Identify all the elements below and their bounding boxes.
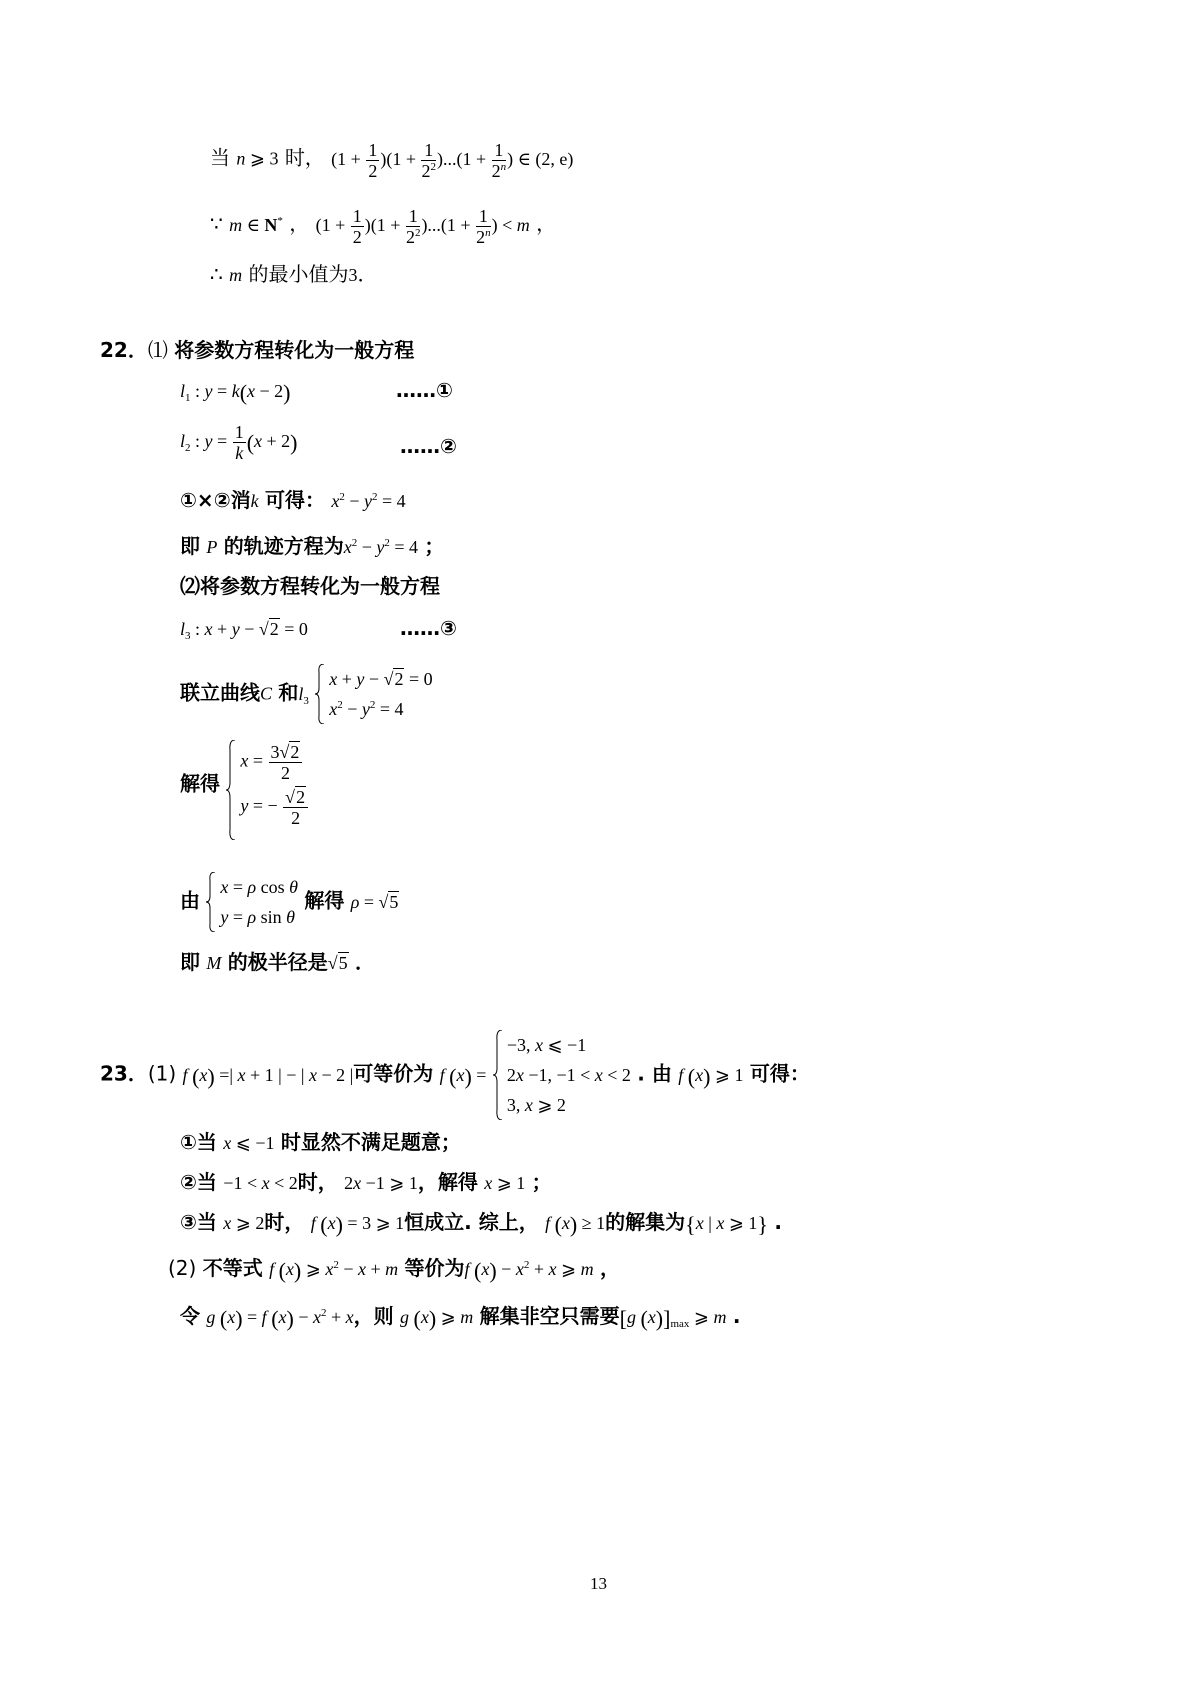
- q23-heading: 23．(1) f (x) =| x + 1 | − | x − 2 |可等价为 f (x) = −3, x ⩽ −1 2x −1, −1 < x < 2 3, x ⩾ 2 . 由 f (x) ⩾ 1 可得：: [100, 1030, 810, 1120]
- q22-combine: 联立曲线C 和$l_3$ x + y − √2 = 0 $x^2 - y^2 = 4$: [180, 664, 433, 724]
- q22-trajectory: 即 P 的轨迹方程为$x^2 - y^2 = 4$ ；: [180, 534, 445, 558]
- q22-mark-3: ……③: [400, 616, 457, 640]
- q22-polar-system: x = ρ cos θ y = ρ sin θ: [206, 872, 298, 932]
- q22-solution-system: x = $\frac{3√2}{2}$ y = − $\frac{√2}{2}$: [226, 740, 309, 830]
- q23-case-2: ②当 −1 < x < 2时， 2x −1 ⩾ 1，解得 x ⩾ 1 ；: [180, 1170, 552, 1194]
- q21-line-2: ∵ m ∈ N* ， (1 + $\frac{1}{2}$ )(1 + $\frac{1}{2^2}$ )...(1 + $\frac{1}{2^n}$ ) < m ，: [210, 206, 557, 247]
- q22-solution: 解得 x = $\frac{3√2}{2}$ y = − $\frac{√2}{2}$: [180, 740, 309, 830]
- q23-part-2: (2) 不等式 f (x) ⩾ $x^2 - x + m$ 等价为f $(x) - x^2 + x$ ⩾ m ，: [168, 1256, 620, 1283]
- q21-product-expression: (1 + $\frac{1}{2}$ )(1 + $\frac{1}{2^2}$ )...(1 + $\frac{1}{2^n}$ ) ∈ (2, e): [331, 140, 574, 181]
- q22-polar: 由 x = ρ cos θ y = ρ sin θ 解得 ρ = √5: [180, 872, 399, 932]
- q23-case-3: ③当 x ⩾ 2时， f (x) = 3 ⩾ 1恒成立. 综上， f (x) ≥ 1的解集为{x | x ⩾ 1} .: [180, 1210, 782, 1237]
- left-brace-icon: [315, 664, 325, 724]
- q22-result: 即 M 的极半径是√5 ．: [180, 950, 375, 974]
- q22-elimination: ①×②消k 可得： $x^2 - y^2 = 4$: [180, 488, 406, 512]
- q22-heading: 22．⑴ 将参数方程转化为一般方程: [100, 338, 415, 362]
- q22-combine-system: x + y − √2 = 0 $x^2 - y^2 = 4$: [315, 664, 432, 724]
- q22-line-l1: $l_1$ : y = k(x − 2): [180, 380, 291, 405]
- q23-piecewise: −3, x ⩽ −1 2x −1, −1 < x < 2 3, x ⩾ 2: [493, 1030, 631, 1120]
- page-number: 13: [590, 1574, 607, 1593]
- left-brace-icon: [493, 1030, 503, 1120]
- q22-mark-2: ……②: [400, 434, 457, 458]
- q21-line-3: ∴ m 的最小值为3．: [210, 262, 378, 286]
- left-brace-icon: [226, 740, 236, 840]
- q22-line-l3: $l_3$ : x + y − √2 = 0: [180, 619, 308, 642]
- q22-part2-heading: ⑵将参数方程转化为一般方程: [180, 574, 440, 598]
- q23-case-1: ①当 x ⩽ −1 时显然不满足题意；: [180, 1130, 461, 1154]
- q21-line-1: 当 n ⩾ 3 时， (1 + $\frac{1}{2}$ )(1 + $\frac{1}{2^2}$ )...(1 + $\frac{1}{2^n}$ ) ∈ (2, e): [210, 140, 574, 181]
- q23-part-2-conclusion: 令 g (x) = f $(x) - x^2 + x$，则 g (x) ⩾ m 解集非空只需要[g $(x)]_{max}$ ⩾ m .: [180, 1304, 741, 1331]
- left-brace-icon: [206, 872, 216, 932]
- q22-line-l2: $l_2$ : y = $\frac{1}{k}$ (x + 2): [180, 422, 298, 463]
- q22-mark-1: ……①: [396, 378, 453, 402]
